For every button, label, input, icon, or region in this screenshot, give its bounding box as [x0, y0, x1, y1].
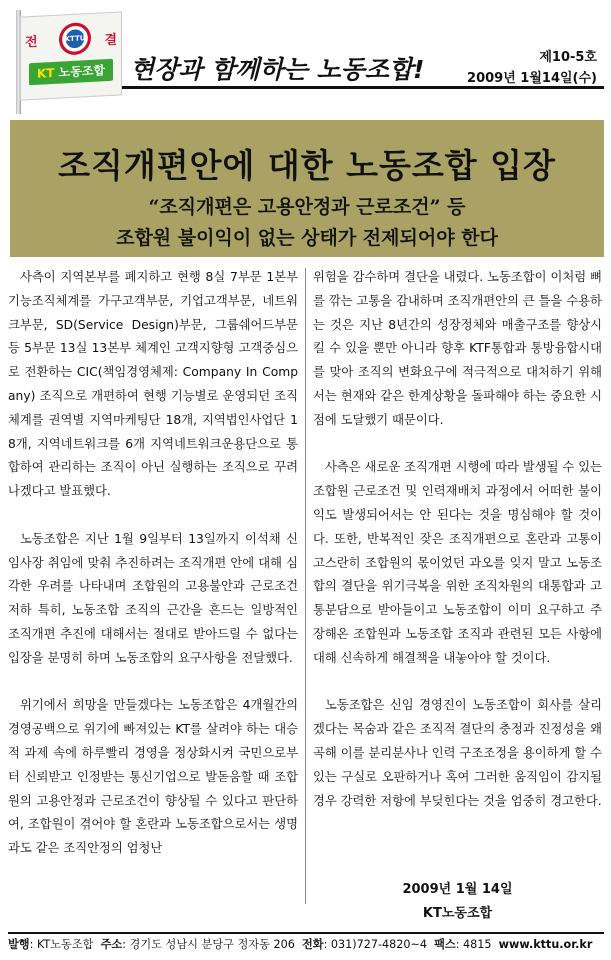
paragraph: 사측이 지역본부를 폐지하고 현행 8실 7부문 1본부 기능조직체계를 가구고객부문, 기업고객부문, 네트워크부문, SD(Service Design)부문, 그룹쉐어드부문 등 5부문 13실 13본부 체계인 고객지향형 고객중심으로 전환하는 CIC(책임경영체제: Company In Company) 조직으로 개편하여 현행 기능별로 운영되던 조직체계를 권역별 지역마케팅단 18개, 지역법인사업단 18개, 지역네트워크를 6개 지역네트워크운용단으로 통합하여 관리하는 조직이 아닌 실행하는 조직으로 꾸려나겠다고 발표했다. [8, 270, 298, 499]
fax: : 4815 [455, 938, 492, 951]
website-link[interactable]: www.kttu.or.kr [498, 938, 593, 951]
paragraph: 위기에서 희망을 만들겠다는 노동조합은 4개월간의 경영공백으로 위기에 빠져있는 KT를 살려야 하는 대승적 과제 속에 하루빨리 경영을 정상화시켜 국민으로부터 신뢰받고 인정받는 통신기업으로 발돋움할 때 조합원의 고용안정과 근로조건이 향상될 수 있다고 판단하여, 조합원이 겪어야 할 혼란과 노동조합으로서는 생명과도 같은 조직안정의 엄청난 [8, 698, 298, 856]
phone-label: 전화 [301, 938, 324, 951]
subtitle-quote: “조직개편은 고용안정과 근로조건” 등 [148, 196, 466, 218]
paragraph: 노동조합은 지난 1월 9일부터 13일까지 이석채 신임사장 취임에 맞춰 추진하려는 조직개편 안에 대해 심각한 우려를 나타내며 조합원의 고용불안과 근로조건 저하 특히, 노동조합 조직의 근간을 흔드는 일방적인 조직개편 추진에 대해서는 절대로 받아드릴 수 없다는 입장을 분명히 하며 노동조합의 요구사항을 전달했다. [8, 531, 298, 665]
flag-kt-banner [29, 59, 113, 85]
article-column-left [8, 266, 298, 885]
phone: : 031)727-4820~4 [323, 938, 427, 951]
paragraph: 노동조합은 신임 경영진이 노동조합이 회사를 살리겠다는 목숨과 같은 조직적 결단의 충정과 진정성을 왜곡해 이를 분리분사나 인력 구조조정을 용이하게 할 수 있는 구실로 오판하거나 혹여 그러한 움직임이 감지될 경우 강력한 저항에 부딪힌다는 것을 엄중히 경고한다. [313, 698, 602, 808]
flag-union-text: 노동조합 [58, 63, 106, 80]
slogan: 현장과 함께하는 노동조합! [130, 55, 425, 84]
issue-info [467, 46, 597, 88]
flag-cloth [20, 11, 122, 100]
paragraph: 사측은 새로운 조직개편 시행에 따라 발생될 수 있는 조합원 근로조건 및 인력재배치 과정에서 어떠한 불이익도 발생되어서는 안 된다는 것을 명심해야 할 것이다. 또한, 반복적인 잦은 조직개편으로 혼란과 고통이 고스란히 조합원의 몫이었던 과오를 잊지 말고 노동조합의 결단을 위기극복을 위한 조직차원의 대통합과 고통분담으로 받아들이고 노동조합이 이미 요구하고 주장해온 조합원과 노동조합 조직과 관련된 모든 사항에 대해 신속하게 해결책을 내놓아야 할 것이다. [313, 460, 602, 665]
signature-org: KT노동조합 [422, 906, 493, 921]
flag-text-right: 결 [104, 32, 117, 49]
issue-date: 2009년 1월14일(수) [467, 71, 597, 86]
paragraph: 위험을 감수하며 결단을 내렸다. 노동조합이 이처럼 뼈를 깎는 고통을 감내하며 조직개편안의 큰 틀을 수용하는 것은 지난 8년간의 성장정체와 매출구조를 향상시킬 수 있을 뿐만 아니라 향후 KTF통합과 통방융합시대를 맞아 조직의 변화요구에 적극적으로 대처하기 위해서는 현재와 같은 한계상황을 돌파해야 하는 중요한 시점에 도달했기 때문이다. [313, 270, 602, 427]
footer [8, 932, 604, 956]
header-rule [122, 86, 604, 89]
fax-label: 팩스 [434, 938, 456, 951]
signature-date: 2009년 1월 14일 [402, 882, 513, 897]
page-title: 조직개편안에 대한 노동조합 입장 [58, 146, 556, 185]
union-flag-logo [6, 6, 124, 116]
flag-kt-text: KT [36, 65, 55, 81]
headline-banner [10, 120, 604, 257]
address: : 경기도 성남시 분당구 정자동 206 [122, 938, 295, 951]
address-label: 주소 [100, 938, 123, 951]
column-divider [305, 268, 306, 904]
publisher: : KT노동조합 [29, 938, 94, 951]
flag-text-left: 전 [25, 34, 38, 51]
article-column-right [313, 266, 602, 837]
subtitle-main: 조합원 불이익이 없는 상태가 전제되어야 한다 [116, 227, 498, 249]
issue-number: 제10-5호 [539, 50, 597, 65]
publisher-label: 발행 [8, 938, 30, 951]
union-emblem-icon: KTTU [59, 22, 91, 56]
